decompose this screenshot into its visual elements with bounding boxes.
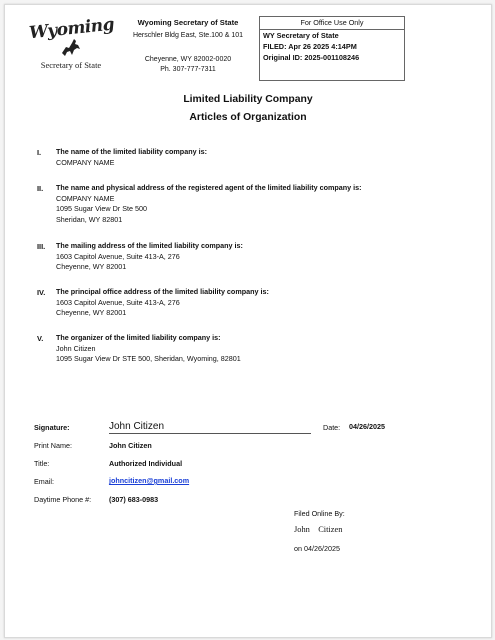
title-label: Title: [34, 459, 50, 468]
section-1-number: I. [37, 148, 42, 157]
sos-title: Wyoming Secretary of State [137, 18, 239, 27]
bucking-horse-icon [59, 35, 83, 59]
section-2-line: 1095 Sugar View Dr Ste 500 [56, 204, 147, 214]
logo-subtitle: Secretary of State [40, 60, 102, 70]
sos-address-line2: Cheyenne, WY 82002-0020 [144, 56, 232, 63]
filed-online-label: Filed Online By: [294, 509, 345, 518]
section-3-line: 1603 Capitol Avenue, Suite 413-A, 276 [56, 251, 180, 261]
section-2 [56, 183, 476, 225]
section-4-question: The principal office address of the limited liability company is: [56, 287, 269, 296]
sos-address-block [121, 18, 255, 75]
section-5-line: 1095 Sugar View Dr STE 500, Sheridan, Wyoming, 82801 [56, 354, 241, 364]
section-2-line: Sheridan, WY 82801 [56, 214, 123, 224]
date-label: Date: [323, 423, 341, 432]
office-use-label: For Office Use Only [260, 17, 404, 30]
office-line-filer: WY Secretary of State [263, 31, 339, 40]
section-5-line: John Citizen [56, 343, 96, 353]
section-3-question: The mailing address of the limited liability company is: [56, 241, 243, 250]
filed-online-date: on 04/26/2025 [294, 544, 340, 553]
sos-address-line1: Herschler Bldg East, Ste.100 & 101 [132, 32, 244, 39]
section-3 [56, 241, 476, 273]
section-1 [56, 147, 476, 168]
print-name-label: Print Name: [34, 441, 72, 450]
section-2-line: COMPANY NAME [56, 193, 115, 203]
email-link[interactable]: johncitizen@gmail.com [109, 476, 190, 485]
phone-label: Daytime Phone #: [34, 495, 92, 504]
section-4 [56, 287, 476, 319]
section-4-number: IV. [37, 288, 46, 297]
logo-script-text: Wyoming [28, 14, 115, 44]
section-2-number: II. [37, 184, 44, 193]
title-line2: Articles of Organization [189, 112, 307, 123]
signature-line [109, 433, 311, 434]
signature-value: John Citizen [109, 421, 165, 432]
office-line-filed-date: FILED: Apr 26 2025 4:14PM [263, 41, 357, 51]
section-5 [56, 333, 476, 365]
sos-phone: Ph. 307-777-7311 [160, 66, 216, 73]
signature-label: Signature: [34, 423, 70, 432]
office-use-box [259, 16, 405, 81]
filed-online-name: John Citizen [294, 525, 343, 534]
section-3-line: Cheyenne, WY 82001 [56, 262, 127, 272]
section-3-number: III. [37, 242, 46, 251]
title-value: Authorized Individual [109, 459, 183, 468]
section-5-question: The organizer of the limited liability company is: [56, 333, 221, 342]
section-1-question: The name of the limited liability company is: [56, 147, 207, 156]
section-4-line: Cheyenne, WY 82001 [56, 308, 127, 318]
email-label: Email: [34, 477, 54, 486]
print-name-value: John Citizen [109, 441, 152, 450]
phone-value: (307) 683-0983 [109, 495, 159, 504]
title-line1: Limited Liability Company [183, 94, 313, 105]
section-5-number: V. [37, 334, 44, 343]
section-4-line: 1603 Capitol Avenue, Suite 413-A, 276 [56, 297, 180, 307]
date-value: 04/26/2025 [349, 422, 385, 431]
wyoming-sos-logo [28, 14, 115, 75]
section-2-question: The name and physical address of the registered agent of the limited liability company is: [56, 183, 362, 192]
section-1-line: COMPANY NAME [56, 157, 115, 167]
document-page [4, 4, 492, 638]
office-line-original-id: Original ID: 2025-001108246 [263, 52, 360, 62]
